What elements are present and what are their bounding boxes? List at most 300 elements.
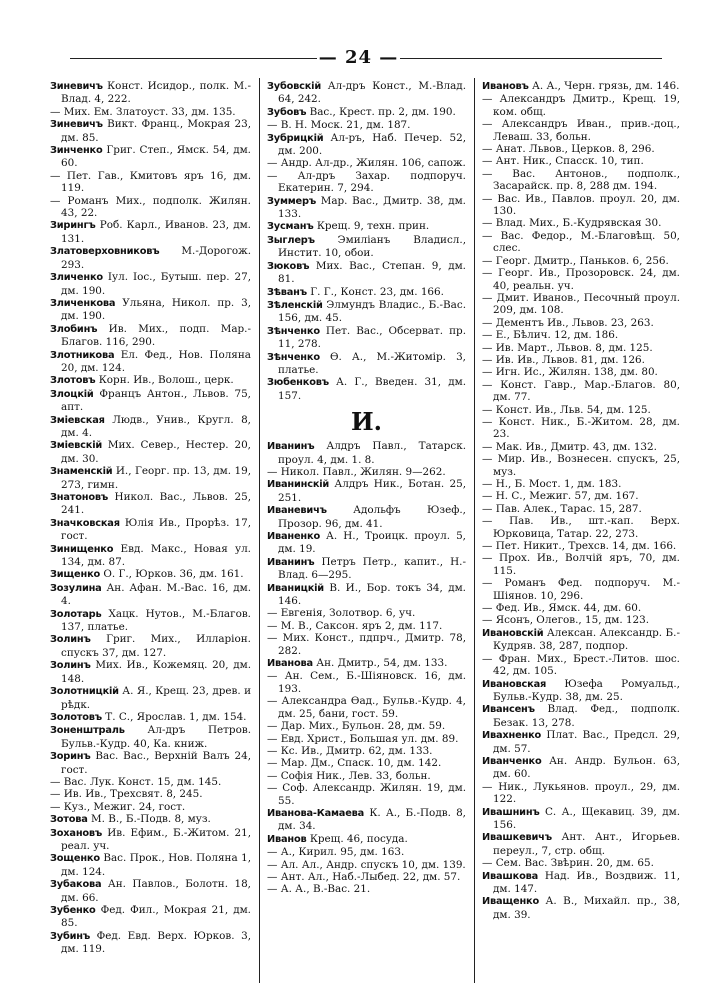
directory-entry [50,245,251,271]
entry-details: — Куз., Межиг. 24, гост. [50,800,186,813]
directory-entry [482,453,680,478]
entry-surname: Знатоновъ [50,492,109,503]
entry-surname: Зубовъ [267,106,307,118]
directory-entry [267,883,466,895]
directory-entry [482,230,680,255]
directory-entry [267,833,466,846]
entry-surname: Злотникова [50,349,115,361]
directory-entry [267,234,466,260]
entry-details: — Романъ Мих., подполк. Жилян. 43, 22. [50,194,251,220]
directory-entry [482,602,680,614]
entry-details: — Фед. Ив., Ямск. 44, дм. 60. [482,602,642,615]
entry-details: Роб. Карл., Иванов. 23, дм. 131. [61,219,251,245]
directory-entry [482,729,680,755]
entry-surname: Зощенко [50,853,100,865]
entry-details: — Соф. Александр. Жилян. 19, дм. 55. [267,782,466,807]
entry-details: Влад. Фед., подполк. Безак. 13, 278. [493,703,680,729]
entry-details: — А., Кирил. 95, дм. 163. [267,846,405,859]
directory-entry [482,653,680,678]
entry-surname: Ивашкевичъ [482,832,552,844]
entry-details: — Конст. Гавр., Мар.-Благов. 80, дм. 77. [482,378,680,404]
directory-entry [267,157,466,169]
entry-details: — Н. С., Межиг. 57, дм. 167. [482,490,639,503]
directory-entry [482,831,680,857]
entry-surname: Зюбенковъ [267,377,329,389]
entry-details: — Дементъ Ив., Львов. 23, 263. [482,316,654,329]
directory-entry [50,517,251,543]
directory-entry [50,271,251,297]
directory-entry [267,770,466,782]
entry-details: А. А., Черн. грязь, дм. 146. [531,80,680,92]
entry-details: — Вас. Антонов., подполк., Засарайск. пр. 8, 288 дм. 194. [482,167,680,193]
directory-entry [50,750,251,776]
entry-details: Г. Г., Конст. 23, дм. 166. [310,285,444,298]
directory-entry [50,813,251,826]
entry-surname: Иванова [267,658,313,670]
entry-details: — Ант. Ник., Спасск. 10, тип. [482,155,644,168]
entry-surname: Иванченко [482,755,542,767]
directory-entry [267,530,466,556]
directory-entry [50,776,251,788]
directory-entry [482,441,680,453]
entry-details: — Конст. Ив., Льв. 54, дм. 125. [482,403,651,416]
entry-surname: Иваненко [267,531,320,542]
entry-details: — Александръ Дмитр., Крещ. 19, ком. общ. [482,93,680,118]
directory-entry [482,503,680,515]
directory-entry [482,93,680,118]
entry-details: — Н., Б. Мост. 1, дм. 183. [482,478,622,490]
entry-details: Ан. Андр. Бульон. 63, дм. 60. [493,754,680,781]
entry-surname: Зубенко [50,905,96,916]
directory-entry [50,788,251,800]
entry-surname: Золотницкій [50,686,119,698]
entry-surname: Ивашкова [482,870,539,882]
directory-entry [482,577,680,602]
directory-entry [50,904,251,930]
entry-surname: Знаменскій [50,466,113,478]
entry-surname: Ивановъ [482,81,529,92]
entry-details: Ив. Мих., подп. Мар.-Благов. 116, 290. [61,322,251,349]
directory-entry [482,703,680,729]
entry-surname: Зубрицкій [267,132,324,144]
entry-details: — А. А., В.-Вас. 21. [267,883,371,896]
entry-details: Евд. Макс., Новая ул. 134, дм. 87. [61,542,251,569]
directory-entry [482,552,680,577]
column-3 [482,80,680,995]
entry-surname: Иванинъ [267,441,315,453]
directory-entry [482,118,680,143]
header-rule-right [400,58,662,59]
entry-details: Ал-дръ Конст., М.-Влад. 64, 242. [278,80,466,106]
entry-details: М. В., Б.-Подв. 8, муз. [91,813,211,826]
entry-details: Плат. Вас., Предсл. 29, дм. 57. [493,729,680,755]
entry-details: Ел. Фед., Нов. Поляна 20, дм. 124. [61,348,251,374]
directory-entry [267,170,466,195]
directory-entry [482,478,680,490]
entry-surname: Иванов [267,833,307,845]
entry-details: — Романъ Фед. подпоруч. М.-Шіянов. 10, 296. [482,577,680,602]
entry-details: — Конст. Ник., Б.-Житом. 28, дм. 23. [482,415,680,441]
directory-entry [482,342,680,354]
directory-entry [50,349,251,375]
entry-details: Над. Ив., Воздвиж. 11, дм. 147. [493,869,680,895]
entry-details: — Ник., Лукьянов. проул., 29, дм. 122. [482,780,680,806]
entry-details: Ал-ръ, Наб. Печер. 52, дм. 200. [278,131,466,158]
entry-details: Эмиліанъ Владисл., Инстит. 10, обои. [278,233,466,260]
entry-surname: Зотова [50,814,88,826]
directory-entry [482,255,680,267]
directory-entry [267,504,466,530]
entry-details: — Ал. Ал., Андр. спускъ 10, дм. 139. [267,858,466,871]
entry-details: Мар. Вас., Дмитр. 38, дм. 133. [278,194,466,221]
entry-surname: Иванинскій [267,479,330,491]
entry-details: — Евд. Христ., Большая ул. дм. 89. [267,732,459,745]
entry-details: — Анат. Львов., Церков. 8, 296. [482,143,655,156]
entry-details: — Георг. Дмитр., Паньков. 6, 256. [482,254,669,267]
directory-entry [267,846,466,858]
entry-surname: Ивашнинъ [482,806,540,818]
entry-surname: Зинищенко [50,543,114,555]
entry-details: — Александра Ѳад., Бульв.-Кудр. 4, дм. 25, бани, гост. 59. [267,695,466,720]
entry-details: Ан. Дмитр., 54, дм. 133. [316,657,448,670]
entry-details: Корн. Ив., Волош., церк. [98,374,234,387]
entry-details: — Ал-дръ Захар. подпоруч. Екатерин. 7, 294. [267,169,466,195]
entry-details: — Пав. Ив., шт.-кап. Верх. Юрковица, Татар. 22, 273. [482,515,680,540]
directory-entry [482,490,680,502]
directory-entry [267,607,466,619]
entry-surname: Зозулина [50,582,102,594]
entry-details: Григ. Степ., Ямск. 54, дм. 60. [61,144,251,170]
entry-details: Григ. Мих., Илларіон. спускъ 37, дм. 127. [61,633,251,659]
entry-details: А. Г., Введен. 31, дм. 157. [278,376,466,402]
entry-surname: Зубовскій [267,81,321,92]
entry-details: Ѳ. А., М.-Житомір. 3, платье. [278,350,466,376]
entry-details: И., Георг. пр. 13, дм. 19, 273, гимн. [61,465,251,491]
entry-surname: Зѣленскій [267,299,323,311]
directory-entry [482,614,680,626]
entry-details: Вас., Крест. пр. 2, дм. 190. [309,105,456,118]
entry-surname: Зиневичъ [50,119,103,131]
entry-details: — Кс. Ив., Дмитр. 62, дм. 133. [267,744,433,757]
directory-entry [482,267,680,292]
directory-entry [50,170,251,195]
entry-surname: Зирингъ [50,220,96,232]
directory-entry [50,465,251,491]
directory-entry [50,685,251,711]
directory-entry [267,478,466,504]
entry-details: Юлія Ив., Прорѣз. 17, гост. [61,516,251,543]
entry-details: Вас. Прок., Нов. Поляна 1, дм. 124. [61,852,251,878]
directory-entry [482,870,680,896]
directory-entry [267,376,466,402]
directory-entry [267,733,466,745]
entry-details: Пет. Вас., Обсерват. пр. 11, 278. [278,324,466,351]
entry-surname: Зличенко [50,272,103,284]
directory-entry [267,657,466,670]
entry-details: Ив. Ефим., Б.-Житом. 21, реал. уч. [61,826,251,852]
directory-entry [267,299,466,325]
directory-entry [267,466,466,478]
directory-entry [267,871,466,883]
entry-surname: Золинъ [50,634,91,646]
entry-surname: Иваницкій [267,582,324,594]
entry-surname: Злоцкій [50,388,94,400]
directory-entry [482,540,680,552]
directory-entry [50,414,251,440]
directory-entry [482,627,680,653]
entry-surname: Зюковъ [267,260,310,272]
directory-entry [482,755,680,781]
entry-details: Ан. Афан. М.-Вас. 16, дм. 4. [61,581,251,608]
entry-details: Мих. Север., Нестер. 20, дм. 30. [61,439,251,465]
entry-details: — Вас. Ив., Павлов. проул. 20, дм. 130. [482,192,680,218]
entry-details: — Андр. Ал-др., Жилян. 106, сапож. [267,157,466,170]
entry-surname: Зѣванъ [267,286,307,298]
entry-details: — Пав. Алек., Тарас. 15, 287. [482,502,642,515]
directory-entry [50,633,251,659]
page-number: — 24 — [318,47,399,68]
directory-entry [482,416,680,441]
entry-details: Фед. Фил., Мокрая 21, дм. 85. [61,904,251,930]
entry-details: Юзефа Ромуальд., Бульв.-Кудр. 38, дм. 25. [493,677,680,703]
entry-surname: Зубакова [50,879,102,891]
directory-entry [267,807,466,833]
entry-details: Мих. Вас., Степан. 9, дм. 81. [278,259,466,286]
entry-details: Ант. Ант., Игорьев. переул., 7, стр. общ. [493,831,680,857]
directory-entry [50,568,251,581]
entry-details: С. А., Щекавиц. 39, дм. 156. [493,805,680,831]
entry-details: Хацк. Нутов., М.-Благов. 137, платье. [61,607,251,634]
entry-details: Ульяна, Никол. пр. 3, дм. 190. [61,296,251,323]
directory-entry [482,292,680,317]
directory-entry [50,930,251,956]
entry-surname: Зѣнченко [267,351,320,363]
entry-details: — Мих. Конст., пдпрч., Дмитр. 78, 282. [267,632,466,657]
entry-details: Іул. Іос., Бутыш. пер. 27, дм. 190. [61,271,251,297]
entry-surname: Зусманъ [267,221,314,233]
entry-surname: Золотовъ [50,711,102,723]
directory-entry [50,827,251,853]
entry-details: — Дар. Мих., Бульон. 28, дм. 59. [267,720,446,733]
entry-details: — Сем. Вас. Звѣрин. 20, дм. 65. [482,857,654,870]
entry-details: — Фран. Мих., Брест.-Литов. шос. 42, дм. 105. [482,652,680,678]
directory-entry [50,388,251,414]
column-2 [267,80,466,995]
entry-details: — Игн. Ис., Жилян. 138, дм. 80. [482,366,658,379]
directory-entry [267,859,466,871]
entry-surname: Ивансенъ [482,704,535,716]
entry-surname: Иванова-Камаева [267,807,365,819]
entry-surname: Зищенко [50,569,101,581]
entry-surname: Иванинъ [267,556,315,568]
directory-entry [482,404,680,416]
entry-details: — Ясонъ, Олегов., 15, дм. 123. [482,614,650,627]
entry-details: — Ив. Март., Львов. 8, дм. 125. [482,341,653,354]
directory-entry [267,632,466,657]
directory-entry [267,220,466,233]
directory-entry [482,379,680,404]
entry-surname: Зоринъ [50,751,91,763]
entry-details: — Мих. Ем. Златоуст. 33, дм. 135. [50,105,236,118]
directory-entry [482,678,680,704]
entry-details: — Георг. Ив., Прозоровск. 24, дм. 40, реальн. уч. [482,267,680,292]
directory-entry [267,351,466,377]
directory-entry [50,608,251,634]
column-divider [474,78,475,983]
entry-details: — Вас. Федор., М.-Благовѣщ. 50, слес. [482,229,680,255]
entry-details: — Влад. Мих., Б.-Кудрявская 30. [482,217,662,230]
directory-entry [267,119,466,131]
entry-surname: Ивахненко [482,730,542,742]
entry-details: — Софія Ник., Лев. 33, больн. [267,769,431,782]
entry-details: А. В., Михайл. пр., 38, дм. 39. [493,895,680,921]
entry-details: О. Г., Юрков. 36, дм. 161. [103,568,244,581]
entry-details: Людв., Унив., Кругл. 8, дм. 4. [61,413,251,439]
entry-details: Фед. Евд. Верх. Юрков. 3, дм. 119. [61,929,251,956]
directory-entry [267,286,466,299]
directory-entry [482,193,680,218]
entry-details: — Александръ Иван., прив.-доц., Леваш. 33, больн. [482,118,680,143]
entry-details: Адольфъ Юзеф., Прозор. 96, дм. 41. [278,504,466,530]
entry-details: Петръ Петр., капит., Н.-Влад. 6—295. [278,555,466,582]
entry-surname: Ивановскій [482,627,544,639]
directory-entry [50,219,251,245]
directory-entry [50,711,251,724]
directory-entry [267,440,466,466]
entry-details: — В. Н. Моск. 21, дм. 187. [267,119,411,132]
entry-details: А. Н., Троицк. проул. 5, дм. 19. [278,530,466,556]
directory-entry [267,782,466,807]
column-1 [50,80,251,995]
directory-entry [50,724,251,750]
directory-entry [482,895,680,921]
entry-details: — Мир. Ив., Вознесен. спускъ, 25, муз. [482,453,680,478]
entry-details: — Прох. Ив., Волчій яръ, 70, дм. 115. [482,552,680,577]
directory-entry [482,366,680,378]
entry-details: — Мак. Ив., Дмитр. 43, дм. 132. [482,440,657,453]
entry-details: Крещ. 9, техн. прин. [316,220,430,233]
directory-entry [482,781,680,806]
entry-surname: Зѣнченко [267,325,320,337]
directory-entry [50,543,251,569]
entry-details: В. И., Бор. токъ 34, дм. 146. [278,581,466,608]
directory-entry [482,317,680,329]
entry-details: — Евгенія, Золотвор. 6, уч. [267,607,416,620]
page-header [0,44,717,72]
entry-surname: Зохановъ [50,827,103,839]
directory-entry [50,144,251,170]
directory-entry [482,354,680,366]
directory-entry [482,857,680,869]
directory-entry [482,806,680,832]
directory-entry [267,582,466,608]
directory-entry [267,720,466,732]
entry-details: Крещ. 46, посуда. [309,832,408,845]
directory-entry [482,155,680,167]
directory-entry [50,297,251,323]
directory-entry [267,745,466,757]
directory-entry [50,801,251,813]
directory-entry [267,106,466,119]
directory-entry [267,80,466,106]
column-divider [259,78,260,983]
entry-details: — М. В., Саксон. яръ 2, дм. 117. [267,619,443,632]
directory-entry [267,670,466,695]
entry-surname: Иваневичъ [267,505,327,517]
directory-entry [50,439,251,465]
directory-entry [482,168,680,193]
entry-surname: Злотовъ [50,375,96,387]
entry-details: Мих. Ив., Кожемяц. 20, дм. 148. [61,659,251,685]
entry-surname: Ивановская [482,678,547,690]
entry-details: Викт. Франц., Мокрая 23, дм. 85. [61,118,251,144]
directory-entry [50,323,251,349]
directory-entry [50,659,251,685]
entry-surname: Зинченко [50,145,103,157]
entry-surname: Зміевская [50,414,105,426]
entry-surname: Зиневичъ [50,81,103,92]
entry-details: — Вас. Лук. Конст. 15, дм. 145. [50,775,222,788]
entry-details: — Ив. Ив., Львов. 81, дм. 126. [482,353,645,366]
directory-entry [482,217,680,229]
directory-entry [267,195,466,221]
directory-entry [482,329,680,341]
entry-details: Алдръ Павл., Татарск. проул. 4, дм. 1. 8. [278,440,466,466]
section-letter: И. [350,407,383,437]
entry-surname: Зубинъ [50,930,90,942]
entry-details: Ал-дръ Петров. Бульв.-Кудр. 40, Ка. книж. [61,724,251,750]
entry-details: — Дмит. Иванов., Песочный проул. 209, дм. 108. [482,291,680,317]
directory-entry [482,143,680,155]
entry-details: А. Я., Крещ. 23, древ. и рѣдк. [61,685,251,711]
directory-entry [267,325,466,351]
entry-surname: Зыглеръ [267,234,315,246]
directory-entry [50,374,251,387]
entry-details: Францъ Антон., Львов. 75, апт. [61,387,251,414]
directory-entry [50,878,251,904]
entry-details: — Никол. Павл., Жилян. 9—262. [267,465,446,478]
entry-surname: Значковская [50,517,120,529]
entry-surname: Золинъ [50,660,91,672]
entry-details: — Ант. Ал., Наб.-Лыбед. 22, дм. 57. [267,870,461,883]
entry-details: Элмундъ Владис., Б.-Вас. 156, дм. 45. [278,298,466,325]
directory-entry [267,620,466,632]
entry-details: М.-Дорогож. 293. [61,245,251,271]
entry-surname: Златоверховниковъ [50,246,160,258]
directory-entry [50,118,251,144]
directory-entry [50,106,251,118]
entry-details: — Ив. Ив., Трехсвят. 8, 245. [50,788,203,801]
directory-entry [267,757,466,769]
entry-details: Вас. Вас., Верхній Валъ 24, гост. [61,750,251,776]
entry-surname: Иващенко [482,896,540,908]
directory-entry [267,695,466,720]
entry-details: — Пет. Гав., Кмитовъ яръ 16, дм. 119. [50,169,251,195]
directory-entry [267,260,466,286]
entry-details: К. А., Б.-Подв. 8, дм. 34. [278,806,466,833]
entry-details: Т. С., Ярослав. 1, дм. 154. [105,710,247,723]
entry-surname: Зміевскій [50,440,103,452]
entry-details: Ан. Павлов., Болотн. 18, дм. 66. [61,878,251,904]
directory-entry [50,491,251,517]
directory-entry [50,852,251,878]
entry-surname: Зуммеръ [267,195,316,207]
entry-details: Алдръ Ник., Ботан. 25, 251. [278,478,466,504]
directory-entry [50,80,251,106]
entry-details: Никол. Вас., Львов. 25, 241. [61,491,251,517]
directory-entry [50,195,251,220]
directory-entry [267,556,466,582]
